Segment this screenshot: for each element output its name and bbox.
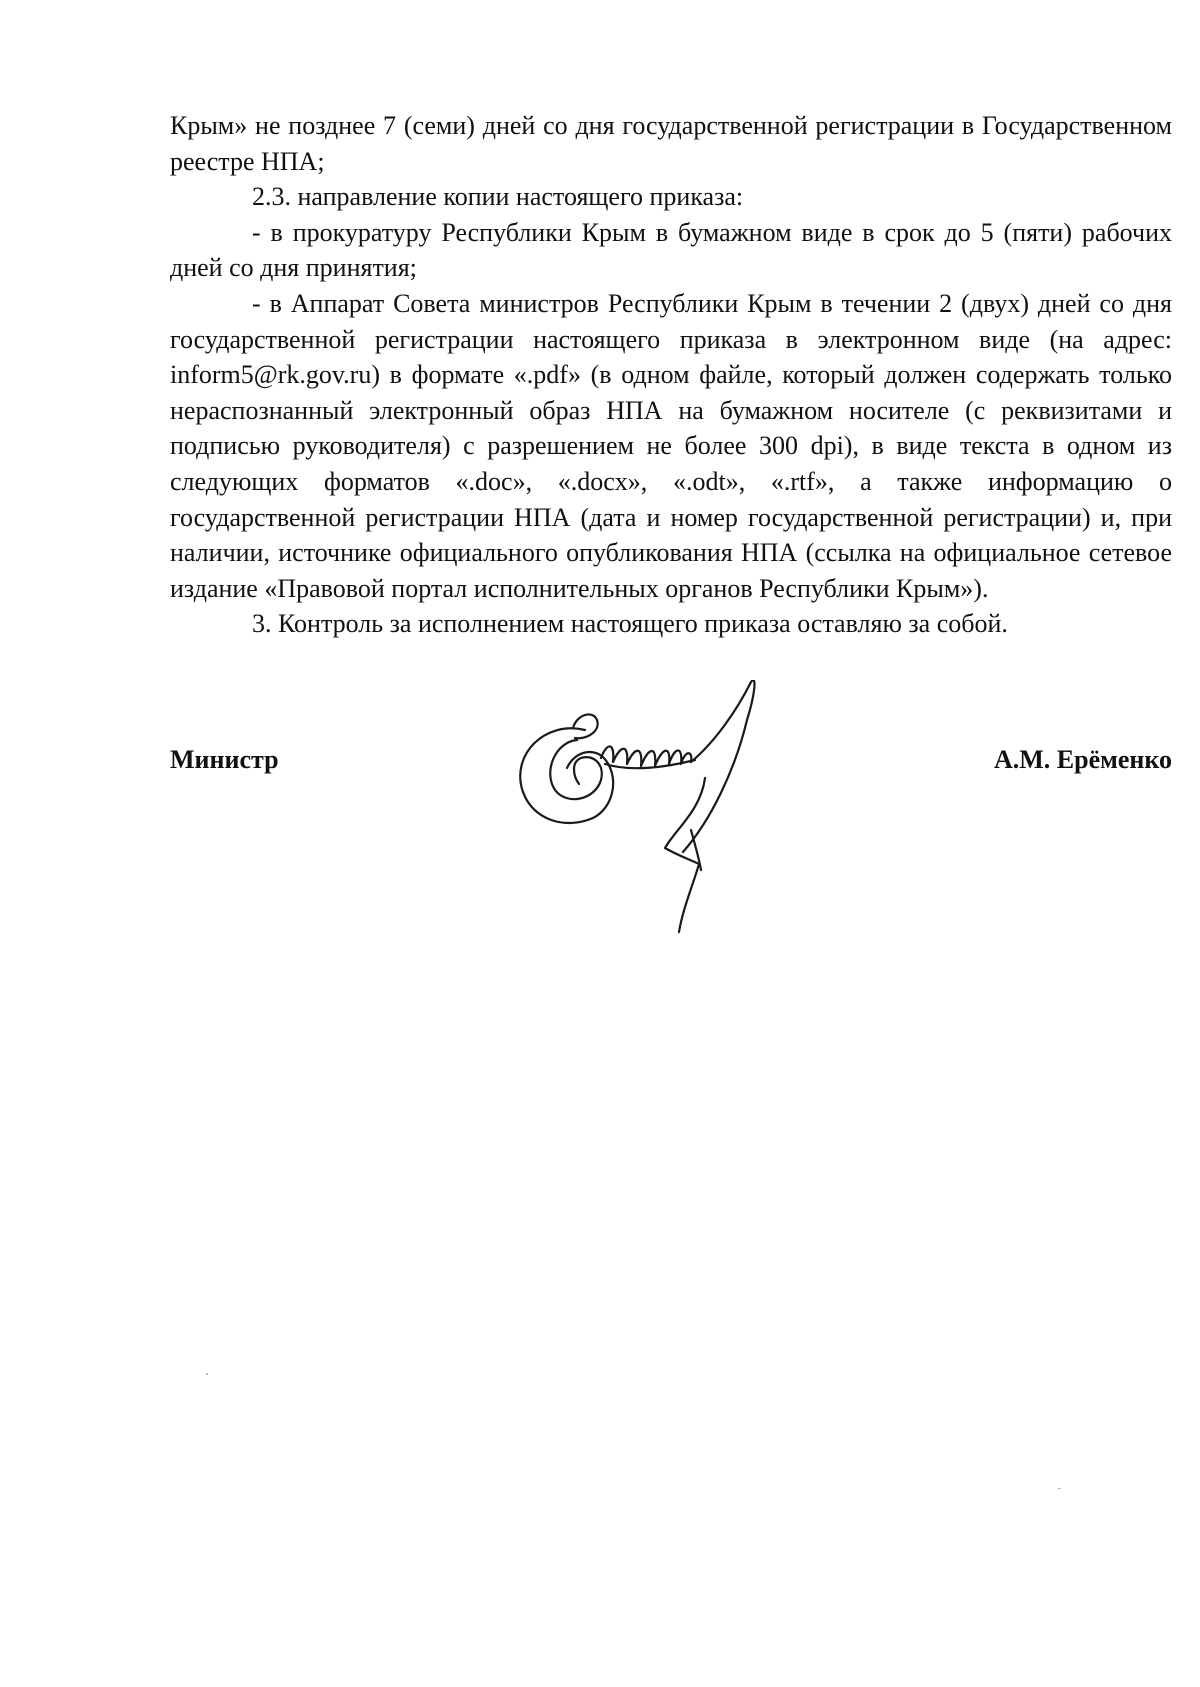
- signer-name: А.М. Ерёменко: [993, 745, 1172, 774]
- paragraph-item-3-control: 3. Контроль за исполнением настоящего приказа оставляю за собой.: [252, 609, 1008, 639]
- paragraph-council-copy: - в Аппарат Совета министров Республики Крым в течении 2 (двух) дней со дня государственной регистрации настоящего приказа в электронном виде (на адрес: inform5@rk.gov.ru) в формате «.pdf» (в одном файле, который должен содержать только нераспознанный электронный образ НПА на бумажном носителе (с реквизитами и подписью руководителя) с разрешением не более 300 dpi), в виде текста в одном из следующих форматов «.doc», «.docx», «.odt», «.rtf», а также информацию о государственной регистрации НПА (дата и номер государственной регистрации) и, при наличии, источнике официального опубликования НПА (ссылка на официальное сетевое издание «Правовой портал исполнительных органов Республики Крым»).: [170, 288, 1172, 603]
- paragraph-prosecutor-copy: - в прокуратуру Республики Крым в бумажном виде в срок до 5 (пяти) рабочих дней со дня принятия;: [170, 217, 1172, 283]
- paragraph-registration-deadline: Крым» не позднее 7 (семи) дней со дня государственной регистрации в Государственном реестре НПА;: [170, 111, 1172, 176]
- paragraph-item-2-3: 2.3. направление копии настоящего приказа:: [252, 182, 744, 212]
- document-body: [170, 108, 1172, 642]
- handwritten-signature: [515, 680, 825, 935]
- scan-speck: [1058, 1488, 1061, 1489]
- scan-speck: [206, 1373, 208, 1375]
- position-title: Министр: [170, 745, 279, 774]
